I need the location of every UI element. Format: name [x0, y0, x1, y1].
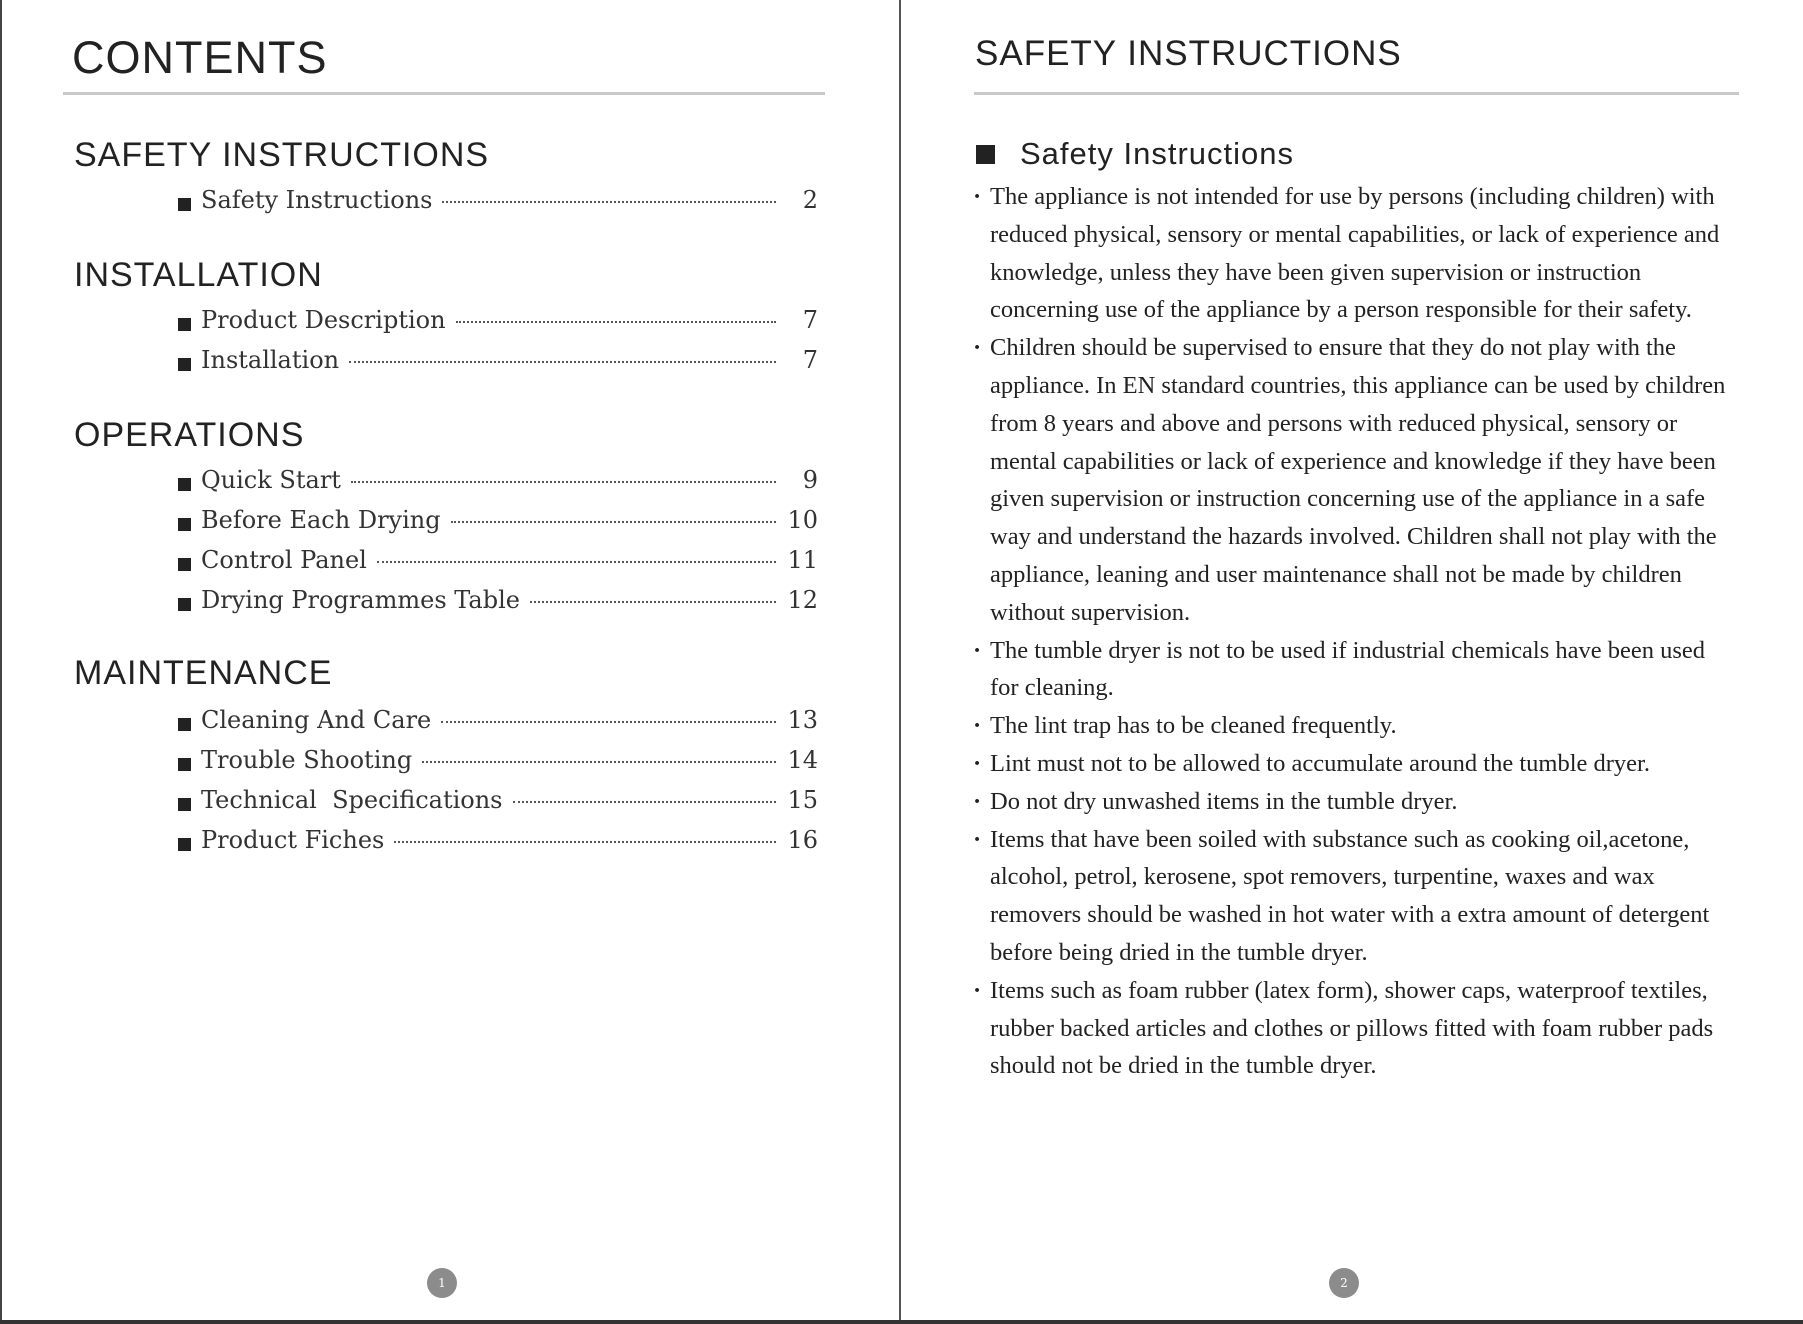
toc-section-installation: INSTALLATION: [74, 256, 323, 294]
toc-entry-drying-programmes-table[interactable]: [178, 586, 818, 622]
list-item: · The lint trap has to be cleaned frequently.: [973, 707, 1733, 745]
page-number-badge: 1: [427, 1268, 457, 1298]
list-item: · Items that have been soiled with substance such as cooking oil,acetone, alcohol, petrol, kerosene, spot removers, turpentine, waxes and wax removers should be washed in hot water with a extra amount of detergent before being dried in the tumble dryer.: [973, 821, 1733, 972]
square-bullet-icon: [178, 598, 191, 611]
dot-leader: [422, 761, 776, 763]
dot-leader: [451, 521, 776, 523]
square-bullet-icon: [178, 518, 191, 531]
page-title: CONTENTS: [72, 32, 328, 83]
square-bullet-icon: [178, 838, 191, 851]
toc-section-safety: SAFETY INSTRUCTIONS: [74, 136, 490, 174]
toc-entry-label: Trouble Shooting: [201, 746, 413, 774]
toc-entry-page: 14: [787, 746, 818, 774]
dot-leader: [456, 321, 776, 323]
dot-leader: [530, 601, 776, 603]
toc-entry-page: 13: [787, 706, 818, 734]
toc-entry-label: Safety Instructions: [201, 186, 433, 214]
title-rule: [974, 92, 1739, 95]
toc-entry-product-description[interactable]: [178, 306, 818, 342]
toc-entry-label: Product Description: [201, 306, 446, 334]
toc-entry-installation[interactable]: [178, 346, 818, 382]
list-item: · The appliance is not intended for use by persons (including children) with reduced physical, sensory or mental capabilities, or lack of experience and knowledge, unless they have been given supervision or instruction concerning use of the appliance by a person responsible for their safety.: [973, 178, 1733, 329]
toc-entry-page: 16: [787, 826, 818, 854]
toc-entry-label: Cleaning And Care: [201, 706, 432, 734]
list-item: · Items such as foam rubber (latex form), shower caps, waterproof textiles, rubber backed articles and clothes or pillows fitted with foam rubber pads should not be dried in the tumble dryer.: [973, 972, 1733, 1085]
toc-entry-before-each-drying[interactable]: [178, 506, 818, 542]
square-bullet-icon: [178, 318, 191, 331]
toc-entry-label: Product Fiches: [201, 826, 385, 854]
toc-entry-page: 10: [787, 506, 818, 534]
contents-page: [0, 0, 899, 1324]
toc-entry-page: 7: [802, 306, 818, 334]
dot-leader: [377, 561, 776, 563]
toc-section-maintenance: MAINTENANCE: [74, 654, 333, 692]
section-subheading: [976, 136, 1294, 172]
toc-entry-label: Drying Programmes Table: [201, 586, 520, 614]
dot-leader: [394, 841, 776, 843]
toc-entry-control-panel[interactable]: [178, 546, 818, 582]
square-bullet-icon: [178, 798, 191, 811]
toc-entry-product-fiches[interactable]: [178, 826, 818, 862]
dot-leader: [349, 361, 776, 363]
square-bullet-icon: [178, 478, 191, 491]
page-title: SAFETY INSTRUCTIONS: [975, 34, 1402, 73]
dot-leader: [513, 801, 777, 803]
dot-leader: [441, 721, 776, 723]
toc-entry-page: 11: [787, 546, 818, 574]
toc-entry-label: Before Each Drying: [201, 506, 441, 534]
toc-section-operations: OPERATIONS: [74, 416, 305, 454]
toc-entry-label: Technical Specifications: [201, 786, 503, 814]
dot-leader: [351, 481, 776, 483]
toc-entry-page: 15: [787, 786, 818, 814]
toc-entry-quick-start[interactable]: [178, 466, 818, 502]
toc-entry-page: 7: [802, 346, 818, 374]
toc-entry-label: Quick Start: [201, 466, 341, 494]
toc-entry-trouble-shooting[interactable]: [178, 746, 818, 782]
title-rule: [63, 92, 825, 95]
dot-leader: [442, 201, 776, 203]
toc-entry-cleaning-and-care[interactable]: [178, 706, 818, 742]
list-item: · Children should be supervised to ensure that they do not play with the appliance. In EN standard countries, this appliance can be used by children from 8 years and above and persons with reduced physical, sensory or mental capabilities or lack of experience and knowledge if they have been given supervision or instruction concerning use of the appliance in a safe way and understand the hazards involved. Children shall not play with the appliance, leaning and user maintenance shall not be made by children without supervision.: [973, 329, 1733, 631]
toc-entry-page: 2: [802, 186, 818, 214]
page-number-badge: 2: [1329, 1268, 1359, 1298]
square-bullet-icon: [178, 558, 191, 571]
toc-entry-page: 9: [802, 466, 818, 494]
square-bullet-icon: [178, 758, 191, 771]
safety-page: [901, 0, 1803, 1324]
square-bullet-icon: [178, 358, 191, 371]
toc-entry-technical-specifications[interactable]: [178, 786, 818, 822]
safety-instructions-list: [973, 178, 1733, 1085]
toc-entry-safety-instructions[interactable]: [178, 186, 818, 222]
square-bullet-icon: [178, 198, 191, 211]
toc-entry-page: 12: [787, 586, 818, 614]
subheading-text: Safety Instructions: [1020, 136, 1295, 171]
list-item: · The tumble dryer is not to be used if industrial chemicals have been used for cleaning.: [973, 632, 1733, 708]
list-item: · Do not dry unwashed items in the tumble dryer.: [973, 783, 1733, 821]
list-item: · Lint must not to be allowed to accumulate around the tumble dryer.: [973, 745, 1733, 783]
square-bullet-icon: [976, 145, 995, 164]
toc-entry-label: Installation: [201, 346, 340, 374]
toc-entry-label: Control Panel: [201, 546, 367, 574]
square-bullet-icon: [178, 718, 191, 731]
